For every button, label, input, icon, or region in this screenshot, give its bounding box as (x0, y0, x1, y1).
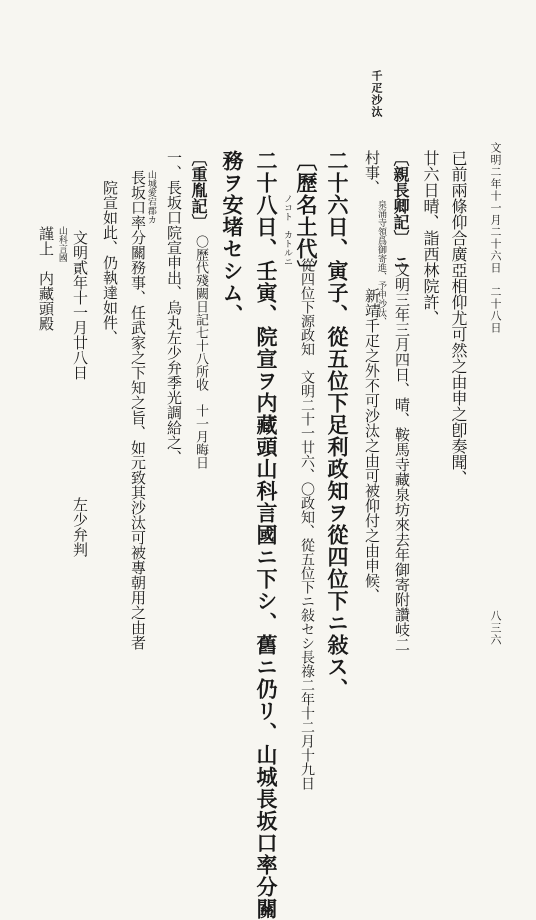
addressee: 謹上 内藏頭殿 (37, 226, 55, 331)
source-title-rekimei: 〔歷名土代〕 (294, 150, 319, 282)
text-column-6: 從四位下源政知 文明二十一廿六、〇政知、從五位下ニ敍セシ長祿二年十二月十九日 (299, 258, 315, 790)
text-column-11-note: 山城愛宕郡カ (145, 170, 156, 224)
text-column-4-head: 村事、 (363, 150, 381, 195)
source-title-shigetane: 〔重胤記〕 (189, 150, 208, 230)
text-column-12: 院宣如此、仍執達如件、 (101, 180, 119, 345)
text-column-4-body: 新靖千疋之外不可沙汰之由可被仰付之由申候、 (363, 288, 381, 603)
text-column-11: 長坂口率分關務事、任武家之下知之旨、如元致其沙汰可被專朝用之由者 (129, 170, 147, 650)
text-column-10: 一、長坂口院宣申出、烏丸左少弁季光調給之、 (165, 150, 183, 465)
entry-heading-28th-cont: 務ヲ安堵セシム、 (220, 150, 245, 326)
running-header: 文明二年十一月二十六日 二十八日 (489, 142, 502, 334)
text-column-9: 〇歷代殘闕日記七十八所收 十一月晦日 (193, 235, 208, 469)
text-column-1: 已前兩條仰合廣亞相仰尤可然之由申之卽奏聞、 (449, 150, 468, 486)
page-number: 八三六 (489, 610, 502, 646)
text-column-6-ruby: ノコト カトルニ (282, 194, 292, 266)
source-title-chikanaga: 〔親長卿記〕 ニ (391, 150, 410, 270)
signature: 左少弁判 (71, 497, 89, 557)
margin-topic: 千疋沙汰 (370, 70, 383, 118)
text-column-4-note: 泉涌寺領爲御寄進、予申沙汰、 (376, 200, 386, 326)
text-column-2: 廿六日晴、詣西林院許、 (421, 150, 440, 326)
text-column-3: 文明三年三月四日、晴、鞍馬寺藏泉坊來去年御寄附讚岐二 (393, 262, 411, 652)
entry-heading-28th: 二十八日、壬寅、院宣ヲ内藏頭山科言國ニ下シ、舊ニ仍リ、山城長坂口率分關 (254, 150, 279, 920)
document-date: 文明貳年十一月廿八日 (71, 230, 89, 380)
entry-heading-26th: 二十六日、寅子、從五位下足利政知ヲ從四位下ニ敍ス、 (325, 150, 350, 700)
addressee-note: 山科言國 (56, 226, 67, 262)
